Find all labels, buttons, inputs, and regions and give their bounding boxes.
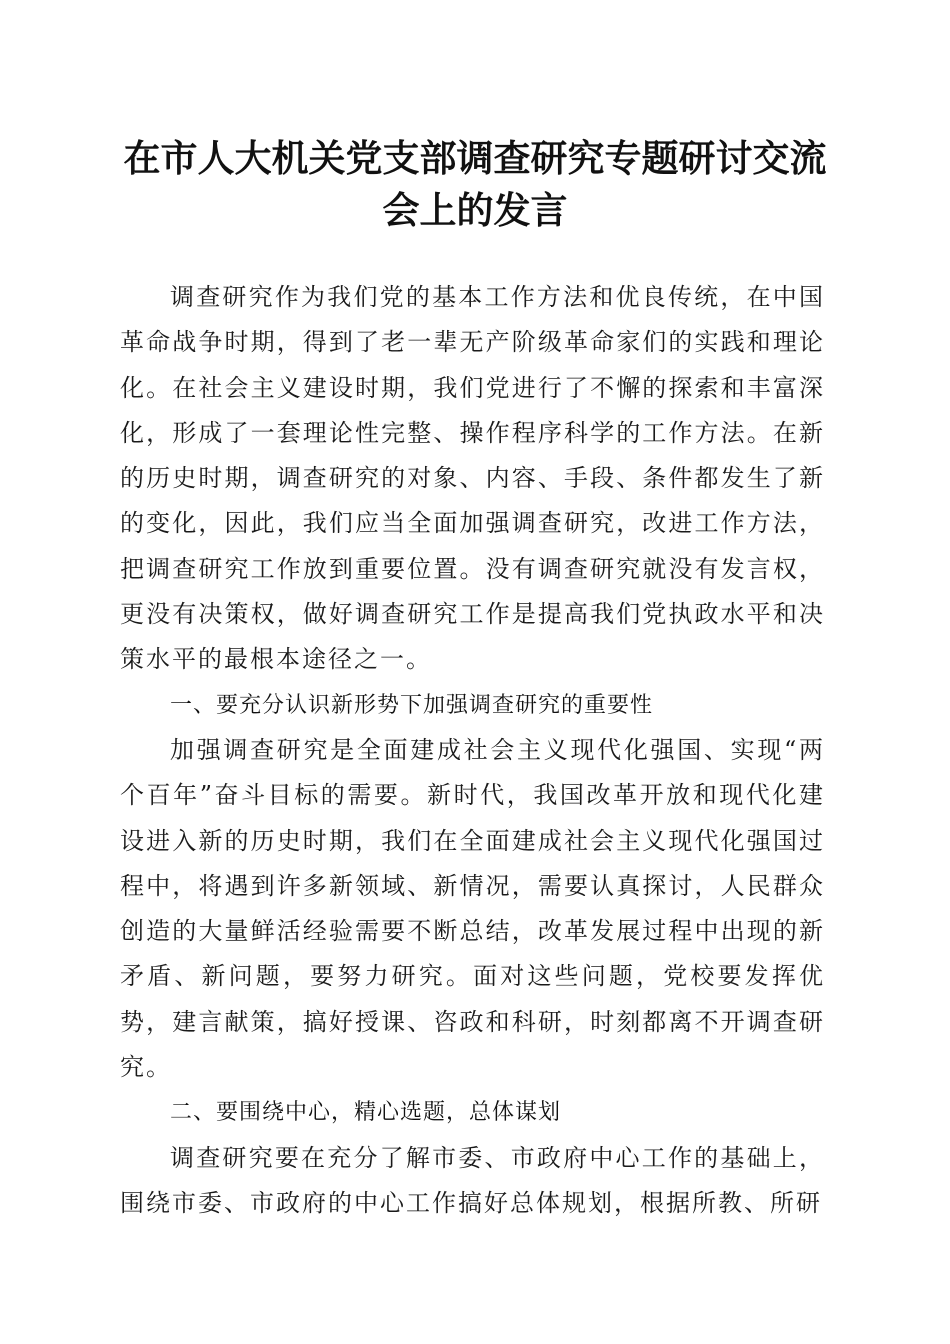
section-paragraph: 调查研究要在充分了解市委、市政府中心工作的基础上，围绕市委、市政府的中心工作搞好总体规划，根据所教、所研 xyxy=(120,1143,825,1217)
document-title: 在市人大机关党支部调查研究专题研讨交流会上的发言 xyxy=(123,136,827,232)
document-body xyxy=(120,275,825,1226)
section-2 xyxy=(120,1090,825,1226)
intro-paragraph: 调查研究作为我们党的基本工作方法和优良传统，在中国革命战争时期，得到了老一辈无产阶级革命家们的实践和理论化。在社会主义建设时期，我们党进行了不懈的探索和丰富深化，形成了一套理论性完整、操作程序科学的工作方法。在新的历史时期，调查研究的对象、内容、手段、条件都发生了新的变化，因此，我们应当全面加强调查研究，改进工作方法，把调查研究工作放到重要位置。没有调查研究就没有发言权，更没有决策权，做好调查研究工作是提高我们党执政水平和决策水平的最根本途径之一。 xyxy=(120,283,825,674)
section-paragraph: 加强调查研究是全面建成社会主义现代化强国、实现“两个百年”奋斗目标的需要。新时代，我国改革开放和现代化建设进入新的历史时期，我们在全面建成社会主义现代化强国过程中，将遇到许多新领域、新情况，需要认真探讨，人民群众创造的大量鲜活经验需要不断总结，改革发展过程中出现的新矛盾、新问题，要努力研究。面对这些问题，党校要发挥优势，建言献策，搞好授课、咨政和科研，时刻都离不开调查研究。 xyxy=(120,735,825,1082)
section-heading: 二、要围绕中心，精心选题，总体谋划 xyxy=(170,1100,562,1126)
section-heading: 一、要充分认识新形势下加强调查研究的重要性 xyxy=(170,692,654,718)
section-1 xyxy=(120,683,825,1091)
